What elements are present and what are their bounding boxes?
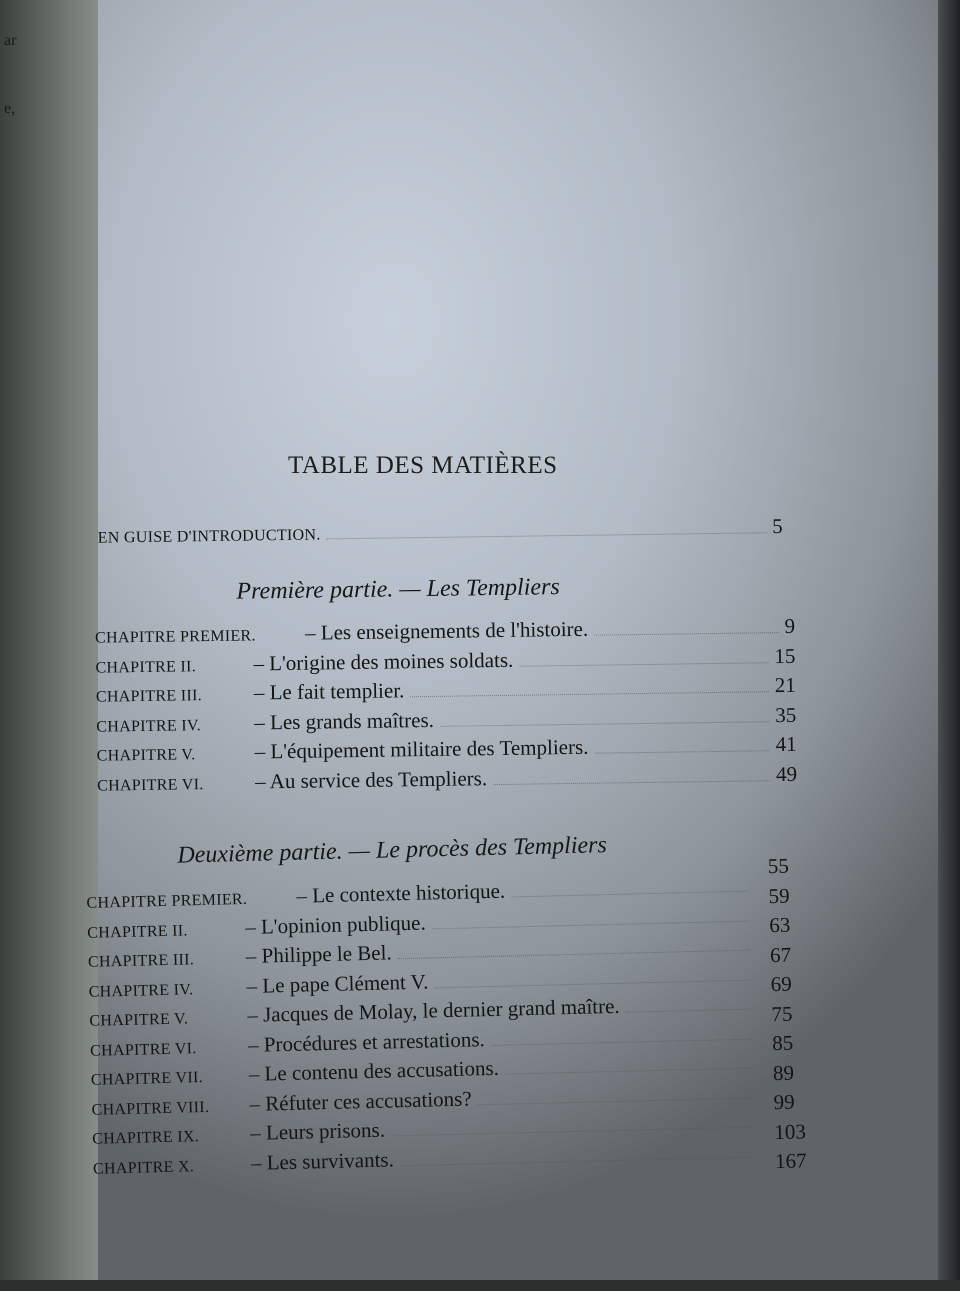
- chapter-title: – Le pape Clément V.: [246, 969, 429, 998]
- leader-dots: [511, 891, 748, 898]
- chapter-title: – L'équipement militaire des Templiers.: [254, 734, 589, 764]
- chapter-label: CHAPITRE III.: [87, 951, 195, 971]
- page-number: 15: [774, 643, 796, 668]
- page-number: 49: [775, 761, 798, 786]
- leader-dots: [505, 1068, 753, 1075]
- leader-dots: [432, 920, 749, 929]
- page-number: 21: [774, 672, 796, 698]
- page-number: 35: [775, 702, 797, 727]
- page-number: 9: [784, 613, 796, 639]
- page-number: 59: [768, 883, 790, 908]
- page-number: 85: [771, 1030, 794, 1056]
- leader-dots: [400, 1156, 755, 1166]
- chapter-label: CHAPITRE II.: [95, 657, 197, 677]
- chapter-title: – Jacques de Molay, le dernier grand maître.: [247, 993, 620, 1027]
- chapter-label: CHAPITRE II.: [87, 921, 188, 942]
- chapter-title: – Le contexte historique.: [296, 878, 506, 908]
- chapter-title: – Les survivants.: [250, 1146, 395, 1175]
- page-number: 41: [775, 731, 797, 757]
- facing-page-text: ar: [4, 32, 17, 49]
- chapter-title: – Philippe le Bel.: [245, 940, 392, 968]
- introduction-label: EN GUISE D'INTRODUCTION.: [97, 526, 321, 547]
- chapter-title: – L'origine des moines soldats.: [253, 647, 514, 675]
- chapter-label: CHAPITRE IV.: [88, 980, 194, 1001]
- chapter-title: – L'opinion publique.: [244, 910, 426, 939]
- leader-dots: [478, 1097, 754, 1105]
- chapter-label: CHAPITRE VII.: [90, 1069, 204, 1089]
- chapter-label: CHAPITRE IV.: [96, 716, 202, 736]
- leader-dots: [626, 1009, 752, 1013]
- part-heading: Deuxième partie. — Le procès des Templiers: [177, 832, 608, 869]
- part-heading: Première partie. — Les Templiers: [236, 574, 560, 605]
- page-number: 89: [772, 1060, 795, 1085]
- leader-dots: [491, 1038, 752, 1045]
- leader-dots: [398, 950, 750, 960]
- chapter-label: CHAPITRE VIII.: [91, 1098, 210, 1119]
- chapter-title: – Le contenu des accusations.: [248, 1055, 500, 1086]
- page-title: TABLE DES MATIÈRES: [288, 452, 558, 479]
- page-number: 75: [771, 1001, 793, 1026]
- page-number: 103: [774, 1118, 807, 1144]
- page-number: 63: [768, 912, 791, 938]
- chapter-title: – Procédures et arrestations.: [247, 1026, 486, 1057]
- leader-dots: [391, 1127, 754, 1137]
- page-number: 55: [767, 853, 790, 879]
- chapter-label: CHAPITRE PREMIER.: [86, 890, 248, 912]
- page-number: 99: [773, 1089, 795, 1115]
- chapter-label: CHAPITRE X.: [92, 1157, 195, 1178]
- chapter-title: – Le fait templier.: [253, 678, 405, 705]
- chapter-label: CHAPITRE IX.: [92, 1128, 200, 1148]
- chapter-label: CHAPITRE III.: [95, 687, 203, 706]
- chapter-label: CHAPITRE VI.: [89, 1039, 197, 1060]
- page-number: 167: [774, 1148, 807, 1174]
- chapter-label: CHAPITRE V.: [89, 1010, 189, 1030]
- chapter-label: CHAPITRE VI.: [97, 775, 204, 795]
- page-number: 67: [769, 942, 792, 967]
- leader-dots: [434, 979, 750, 988]
- chapter-title: – Au service des Templiers.: [254, 765, 488, 793]
- chapter-title: – Réfuter ces accusations?: [249, 1085, 472, 1116]
- chapter-title: – Leurs prisons.: [249, 1117, 386, 1145]
- page-number: 69: [770, 971, 793, 997]
- chapter-label: CHAPITRE V.: [96, 746, 196, 765]
- chapter-label: CHAPITRE PREMIER.: [94, 627, 256, 647]
- chapter-title: – Les enseignements de l'histoire.: [304, 616, 589, 645]
- page-number: 5: [771, 514, 783, 539]
- facing-page-text: e,: [4, 100, 16, 117]
- chapter-title: – Les grands maîtres.: [254, 707, 435, 734]
